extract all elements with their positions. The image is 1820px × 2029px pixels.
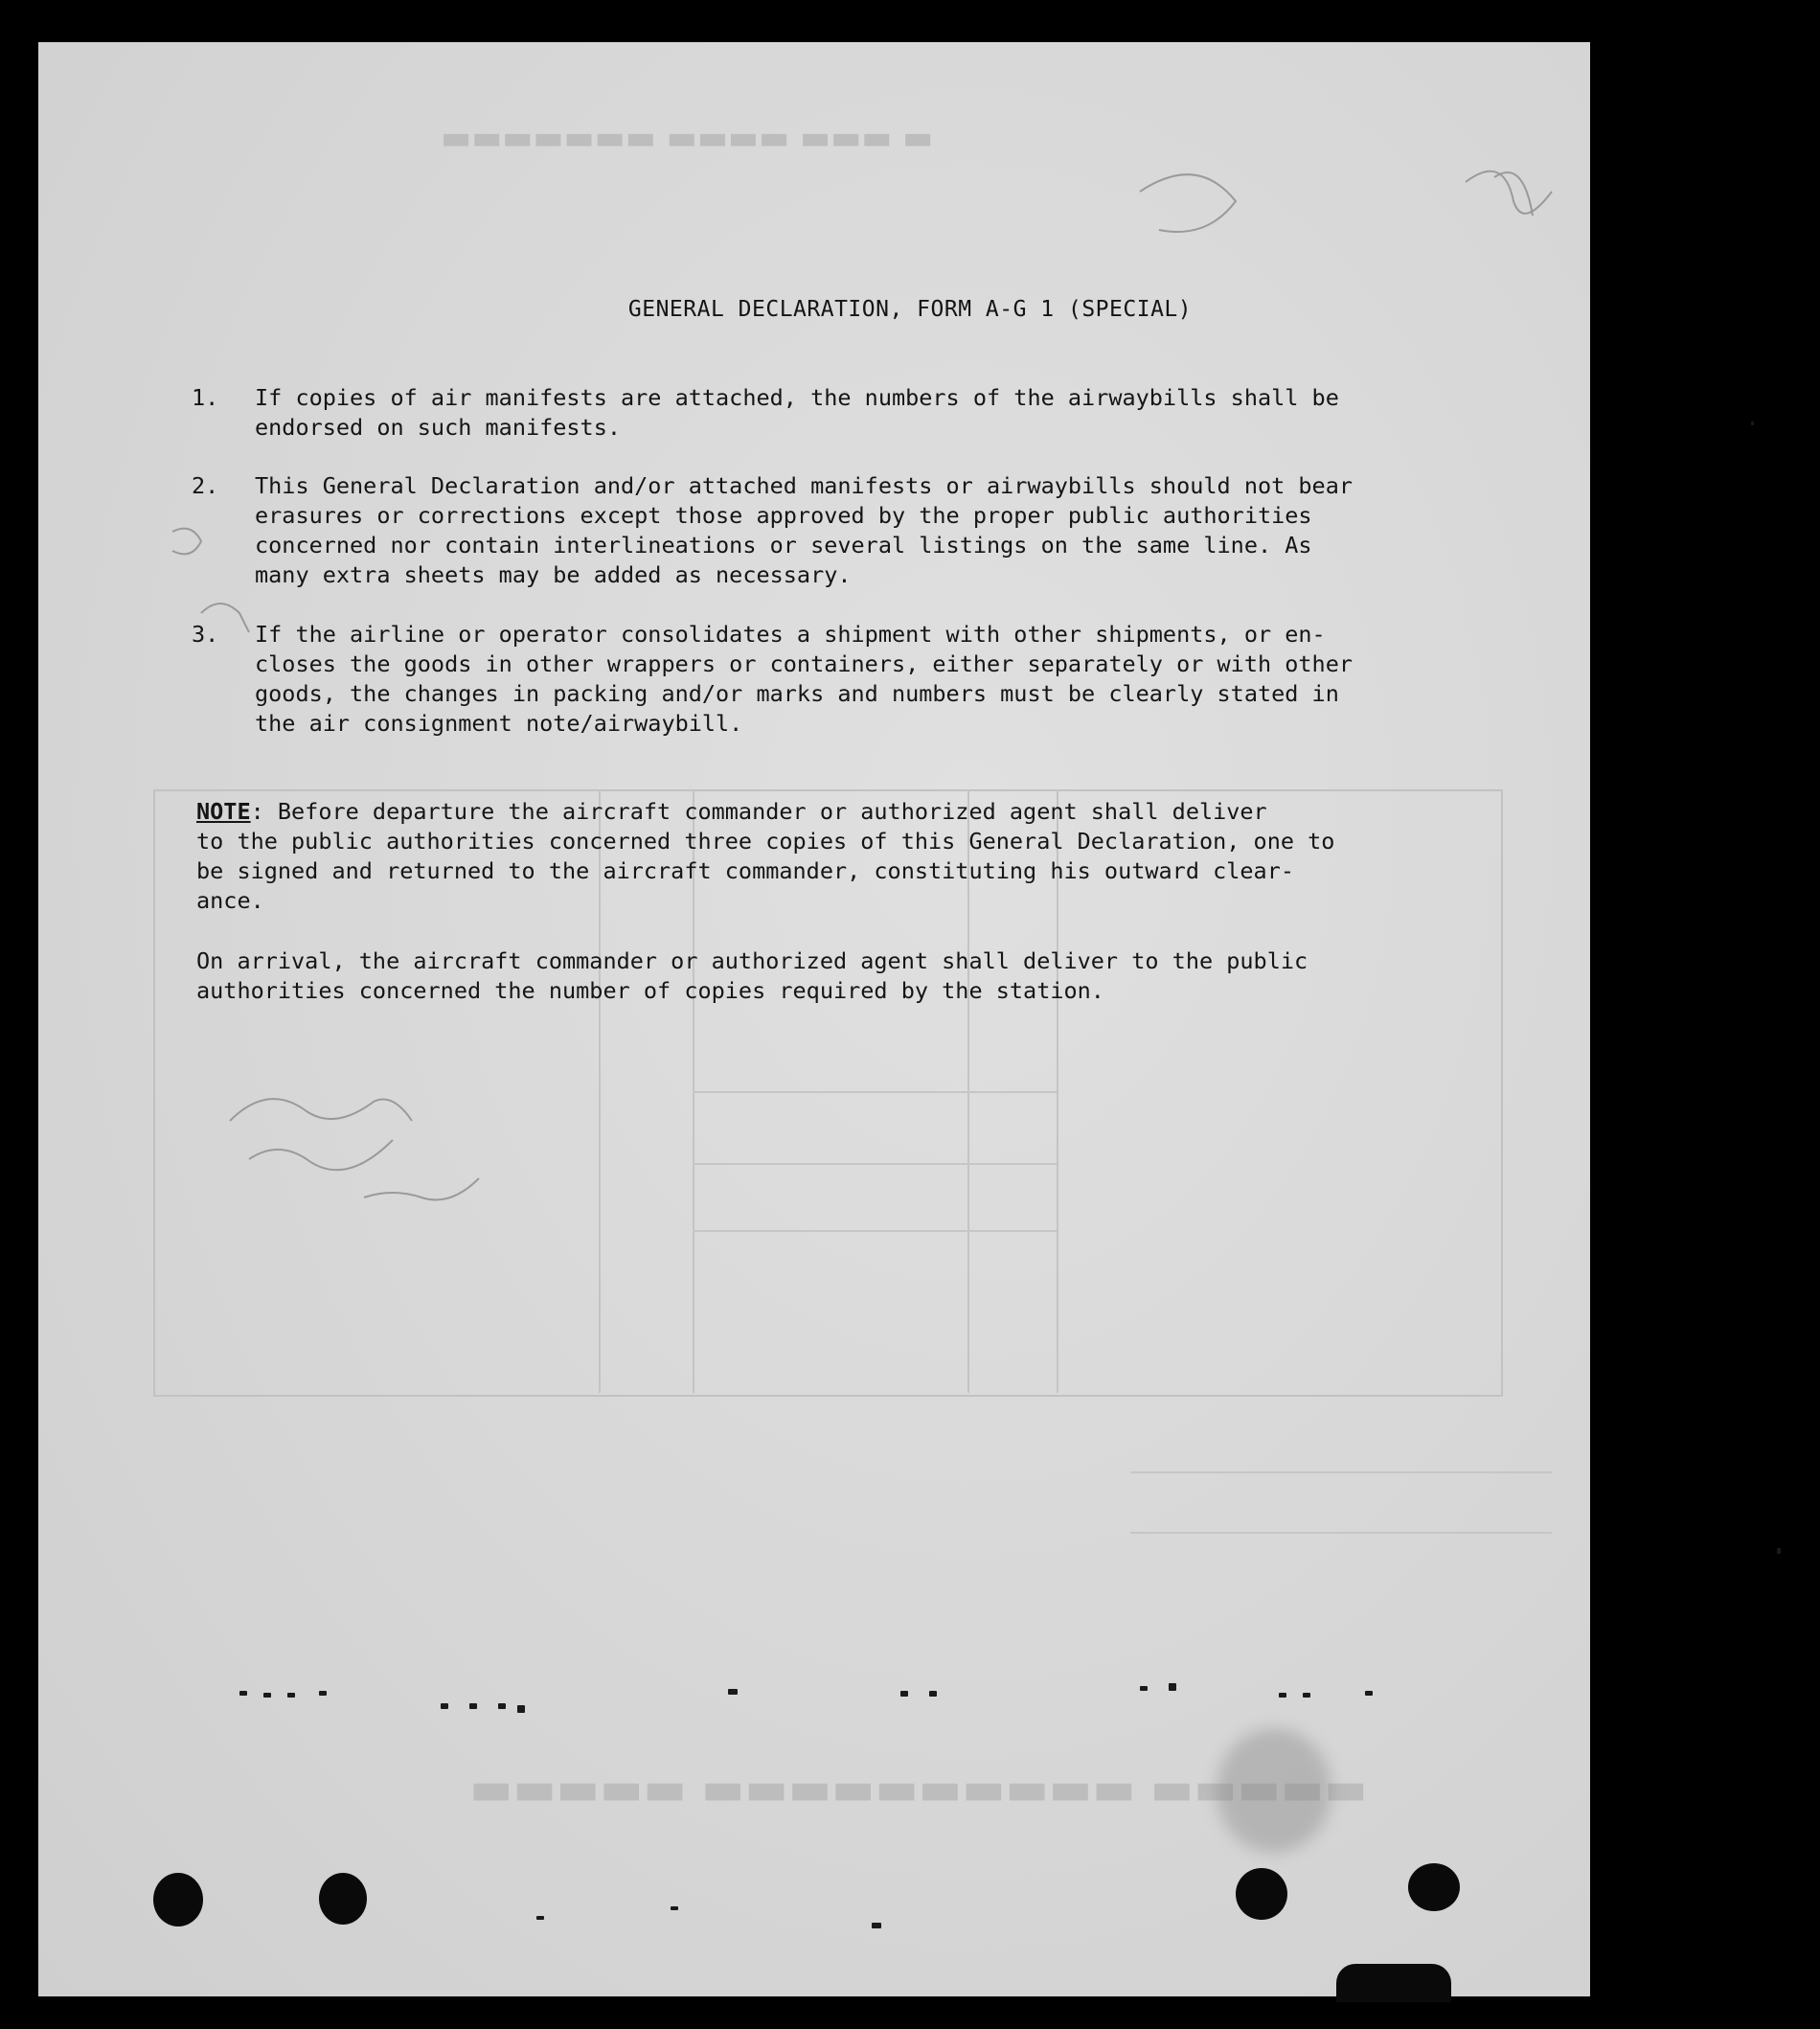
ink-speck — [1140, 1686, 1148, 1691]
list-item — [192, 383, 1475, 443]
list-item — [192, 620, 1475, 739]
ink-speck — [441, 1703, 448, 1709]
ink-speck — [239, 1691, 247, 1696]
page-title: GENERAL DECLARATION, FORM A-G 1 (SPECIAL) — [627, 297, 1193, 322]
ink-speck — [728, 1689, 738, 1695]
bleed-through-text: ▬▬▬▬▬ ▬▬▬▬▬▬▬▬▬▬ ▬▬▬▬▬ — [469, 1762, 1368, 1815]
ink-speck — [900, 1691, 908, 1697]
note-label: NOTE — [196, 798, 251, 825]
ink-speck — [1279, 1693, 1286, 1698]
ink-speck — [469, 1703, 477, 1709]
item-number: 2. — [192, 472, 219, 499]
item-text: If the airline or operator consolidates a shipment with other shipments, or en- closes the goods in other wrappers or containers, either separately or with other goods, the changes in packing and/or marks and numbers must be clearly stated in the air consignment note/airwaybill. — [255, 621, 1354, 737]
punch-hole — [319, 1873, 367, 1925]
ink-speck — [498, 1703, 506, 1709]
punch-hole — [1236, 1868, 1287, 1920]
punch-hole — [1408, 1863, 1460, 1911]
ink-speck — [1303, 1693, 1310, 1698]
ink-speck — [517, 1705, 525, 1713]
bleed-through-text: ▬ ▬▬▬ ▬▬▬▬ ▬▬▬▬▬▬▬ — [441, 119, 934, 157]
item-number: 1. — [192, 384, 219, 411]
ink-speck — [287, 1693, 295, 1698]
ink-speck — [263, 1693, 271, 1698]
item-text: This General Declaration and/or attached manifests or airwaybills should not bear erasures or corrections except those approved by the proper public authorities concerned nor contain interlineations or several listings on the same line. As many extra sheets may be added as necessary. — [255, 472, 1354, 588]
arrival-paragraph: On arrival, the aircraft commander or authorized agent shall deliver to the public authorities concerned the number of copies required by the station. — [196, 947, 1308, 1004]
item-text: If copies of air manifests are attached, the numbers of the airwaybills shall be endorsed on such manifests. — [255, 384, 1339, 441]
ink-speck — [872, 1923, 881, 1928]
ink-speck — [929, 1691, 937, 1697]
ink-speck — [1751, 422, 1754, 425]
list-item — [192, 471, 1475, 590]
ink-speck — [1365, 1691, 1373, 1696]
punch-hole — [153, 1873, 203, 1926]
ink-speck — [1777, 1548, 1781, 1554]
note-paragraph — [196, 797, 1480, 916]
ink-speck — [536, 1916, 544, 1920]
ink-speck — [671, 1906, 678, 1910]
ink-speck — [1169, 1683, 1176, 1691]
torn-edge — [1336, 1964, 1451, 2002]
ink-speck — [319, 1691, 327, 1696]
note-text: : Before departure the aircraft commander or authorized agent shall deliver to the public authorities concerned three copies of this General Declaration, one to be signed and returned to the aircraft commander, constituting his outward clear- ance. — [196, 798, 1335, 914]
item-number: 3. — [192, 621, 219, 648]
